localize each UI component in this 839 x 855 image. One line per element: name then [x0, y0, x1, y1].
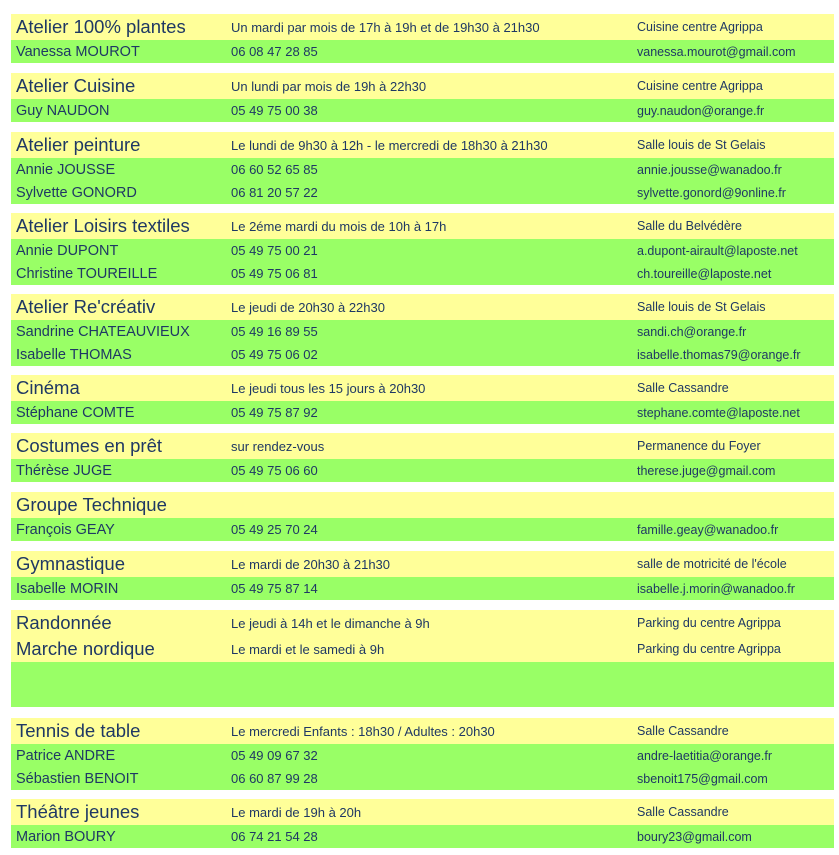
contact-name: Isabelle THOMAS: [16, 346, 132, 363]
contact-email: therese.juge@gmail.com: [637, 463, 776, 478]
activity-place: Permanence du Foyer: [637, 439, 761, 453]
contact-name: Sylvette GONORD: [16, 184, 137, 201]
contact-phone: 05 49 75 00 21: [231, 243, 318, 258]
activity-place: Salle louis de St Gelais: [637, 138, 766, 152]
contact-email: sylvette.gonord@9online.fr: [637, 185, 786, 200]
contact-name: Patrice ANDRE: [16, 747, 116, 764]
section-gymnastique: [11, 551, 834, 600]
contact-email: sbenoit175@gmail.com: [637, 771, 768, 786]
activity-place: Salle Cassandre: [637, 805, 729, 819]
contact-name: Guy NAUDON: [16, 102, 110, 119]
contact-phone: 05 49 25 70 24: [231, 522, 318, 537]
activity-schedule: Le jeudi tous les 15 jours à 20h30: [231, 380, 426, 396]
activity-title: Théâtre jeunes: [16, 801, 140, 822]
contact-name: Vanessa MOUROT: [16, 43, 140, 60]
activity-place: Salle Cassandre: [637, 381, 729, 395]
contact-name: Annie JOUSSE: [16, 161, 116, 178]
activity-schedule: Le lundi de 9h30 à 12h - le mercredi de 18h30 à 21h30: [231, 137, 548, 153]
activity-subtitle: Marche nordique: [16, 638, 155, 659]
activity-schedule: Le 2éme mardi du mois de 10h à 17h: [231, 218, 447, 234]
section-atelier-loisirs-textiles: [11, 213, 834, 285]
contact-row: [11, 825, 834, 848]
activity-title: Tennis de table: [16, 720, 141, 741]
contact-email: annie.jousse@wanadoo.fr: [637, 162, 782, 177]
activity-title: Atelier Re'créativ: [16, 296, 156, 317]
contact-name: Thérèse JUGE: [16, 462, 112, 479]
contact-row: [11, 40, 834, 63]
contact-phone: 06 08 47 28 85: [231, 44, 318, 59]
section-header-row: [11, 492, 834, 518]
activity-place: Salle louis de St Gelais: [637, 300, 766, 314]
section-header-row: [11, 132, 834, 158]
contact-phone: 05 49 09 67 32: [231, 748, 318, 763]
contact-row: [11, 343, 834, 366]
contact-email: ch.toureille@laposte.net: [637, 266, 772, 281]
section-header-row: [11, 73, 834, 99]
activity-place: Cuisine centre Agrippa: [637, 20, 763, 34]
section-atelier-peinture: [11, 132, 834, 204]
activity-schedule: sur rendez-vous: [231, 438, 325, 454]
activity-schedule: Le jeudi à 14h et le dimanche à 9h: [231, 615, 430, 631]
contact-row: [11, 577, 834, 600]
activity-schedule: Le mercredi Enfants : 18h30 / Adultes : 20h30: [231, 723, 495, 739]
contact-email: famille.geay@wanadoo.fr: [637, 522, 779, 537]
section-header-row: [11, 294, 834, 320]
activity-schedule: Un lundi par mois de 19h à 22h30: [231, 78, 427, 94]
activity-place: Parking du centre Agrippa: [637, 616, 781, 630]
activity-title: Atelier 100% plantes: [16, 16, 186, 37]
contact-row: [11, 459, 834, 482]
contact-email: stephane.comte@laposte.net: [637, 405, 800, 420]
contact-name: Stéphane COMTE: [16, 404, 135, 421]
activity-schedule: Un mardi par mois de 17h à 19h et de 19h30 à 21h30: [231, 19, 540, 35]
contact-row: [11, 744, 834, 767]
section-header-row: [11, 375, 834, 401]
section-costumes-en-pret: [11, 433, 834, 482]
activity-schedule: Le mardi de 20h30 à 21h30: [231, 556, 391, 572]
contact-email: andre-laetitia@orange.fr: [637, 748, 772, 763]
contact-row: [11, 99, 834, 122]
contact-row: [11, 320, 834, 343]
contact-phone: 06 60 87 99 28: [231, 771, 318, 786]
activity-subtitle-schedule: Le mardi et le samedi à 9h: [231, 641, 385, 657]
contact-phone: 06 60 52 65 85: [231, 162, 318, 177]
activity-title: Atelier peinture: [16, 134, 141, 155]
section-randonnee: [11, 610, 834, 707]
contact-row: [11, 262, 834, 285]
contact-email: isabelle.j.morin@wanadoo.fr: [637, 581, 795, 596]
section-header-row: [11, 213, 834, 239]
section-atelier-recreativ: [11, 294, 834, 366]
contact-name: François GEAY: [16, 521, 115, 538]
contact-row: [11, 767, 834, 790]
contact-email: isabelle.thomas79@orange.fr: [637, 347, 801, 362]
section-header-row: [11, 14, 834, 40]
section-atelier-cuisine: [11, 73, 834, 122]
contact-phone: [231, 662, 635, 707]
contact-phone: 05 49 75 87 92: [231, 405, 318, 420]
section-header-row: [11, 551, 834, 577]
contact-phone: 05 49 75 06 60: [231, 463, 318, 478]
section-cinema: [11, 375, 834, 424]
contact-row: [11, 181, 834, 204]
contact-name: Sébastien BENOIT: [16, 770, 139, 787]
activity-place: Salle du Belvédère: [637, 219, 742, 233]
activity-schedule: Le jeudi de 20h30 à 22h30: [231, 299, 385, 315]
activity-schedule: Le mardi de 19h à 20h: [231, 804, 362, 820]
contact-email: sandi.ch@orange.fr: [637, 324, 747, 339]
section-header-row: [11, 718, 834, 744]
contact-name: [16, 662, 230, 707]
contact-email: a.dupont-airault@laposte.net: [637, 243, 798, 258]
contact-phone: 05 49 75 87 14: [231, 581, 318, 596]
section-header-row: [11, 433, 834, 459]
section-subheader-row: [11, 636, 834, 662]
section-groupe-technique: [11, 492, 834, 541]
activity-title: Cinéma: [16, 377, 80, 398]
contact-row: [11, 239, 834, 262]
contact-row-empty: [11, 662, 834, 707]
activity-title: Atelier Cuisine: [16, 75, 136, 96]
activity-title: Gymnastique: [16, 553, 125, 574]
activity-place: salle de motricité de l'école: [637, 557, 787, 571]
section-theatre-jeunes: [11, 799, 834, 848]
section-header-row: [11, 799, 834, 825]
contact-phone: 06 81 20 57 22: [231, 185, 318, 200]
contact-phone: 05 49 75 06 02: [231, 347, 318, 362]
contact-row: [11, 401, 834, 424]
contact-phone: 05 49 16 89 55: [231, 324, 318, 339]
activity-title: Groupe Technique: [16, 494, 167, 515]
contact-email: boury23@gmail.com: [637, 829, 752, 844]
activity-title: Atelier Loisirs textiles: [16, 215, 190, 236]
activity-title: Randonnée: [16, 612, 112, 633]
contact-email: [637, 662, 833, 707]
activity-subtitle-place: Parking du centre Agrippa: [637, 642, 781, 656]
activity-title: Costumes en prêt: [16, 435, 163, 456]
contact-name: Marion BOURY: [16, 828, 116, 845]
activity-place: [637, 492, 833, 518]
section-atelier-plantes: [11, 14, 834, 63]
contact-phone: 05 49 75 00 38: [231, 103, 318, 118]
contact-email: vanessa.mourot@gmail.com: [637, 44, 796, 59]
contact-row: [11, 518, 834, 541]
activity-place: Salle Cassandre: [637, 724, 729, 738]
contact-phone: 06 74 21 54 28: [231, 829, 318, 844]
contact-name: Christine TOUREILLE: [16, 265, 158, 282]
activity-schedule: [231, 492, 635, 518]
contact-phone: 05 49 75 06 81: [231, 266, 318, 281]
activity-place: Cuisine centre Agrippa: [637, 79, 763, 93]
section-header-row: [11, 610, 834, 636]
contact-name: Annie DUPONT: [16, 242, 119, 259]
contact-name: Sandrine CHATEAUVIEUX: [16, 323, 190, 340]
contact-name: Isabelle MORIN: [16, 580, 119, 597]
section-tennis-de-table: [11, 718, 834, 790]
contact-email: guy.naudon@orange.fr: [637, 103, 765, 118]
contact-row: [11, 158, 834, 181]
